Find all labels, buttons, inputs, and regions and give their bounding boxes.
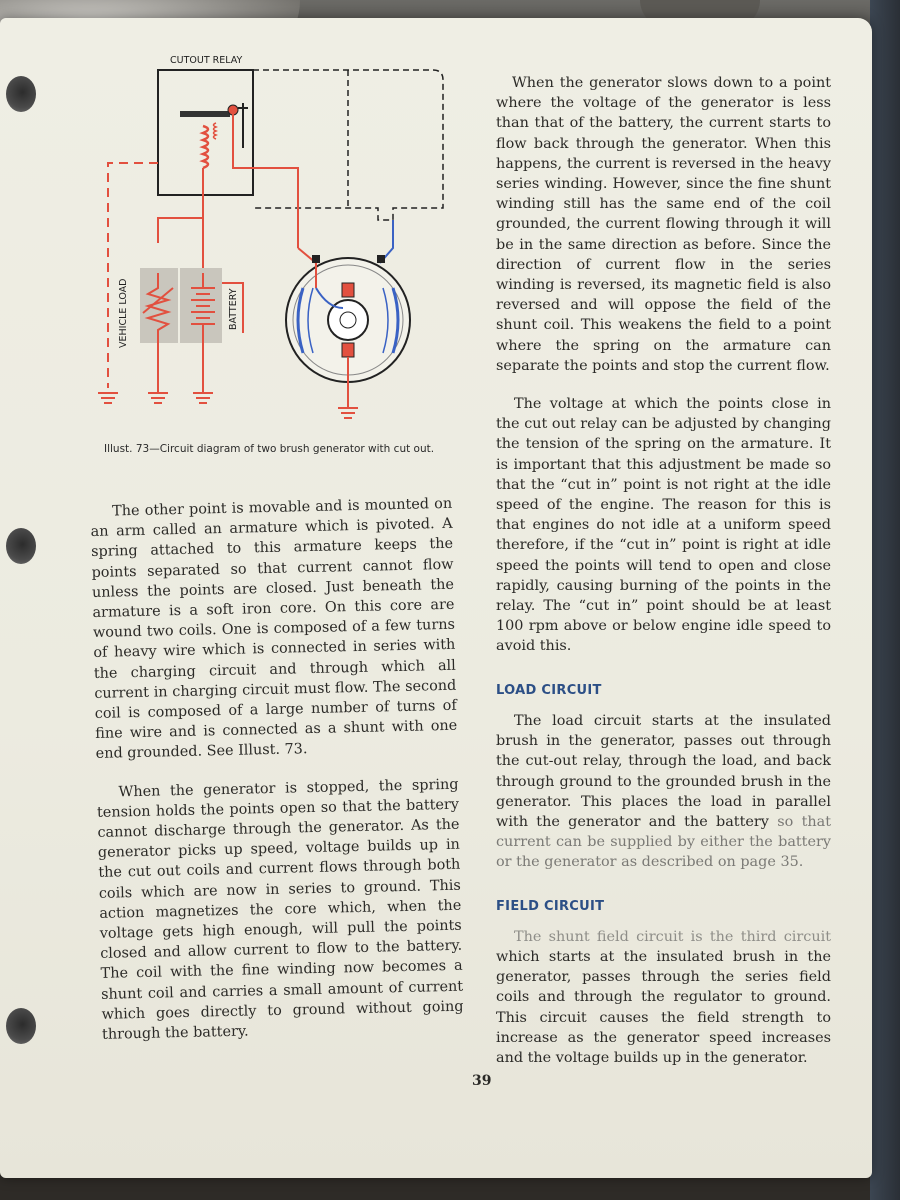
section-heading-load-circuit: LOAD CIRCUIT bbox=[496, 682, 602, 698]
section-heading-field-circuit: FIELD CIRCUIT bbox=[496, 898, 605, 914]
brush-top bbox=[342, 283, 354, 297]
paragraph: When the generator slows down to a point where the voltage of the generator is less than that of the battery, the current starts to flow back through the generator. When this happens, the current is reversed in the heavy series winding. However, since the fine shunt winding still has the same end of the coil grounded, the current flowing through it will be in the same direction as before. Since the direction of current flow in the series winding is reversed, its magnetic field is also reversed and will oppose the field of the shunt coil. This weakens the field to a point where the spring on the armature can separate the points and stop the current flow. bbox=[496, 75, 831, 374]
load-text-a: The load circuit starts at the insulated brush in the generator, passes out through the cut-out relay, through the load, and back through ground to the grounded brush in the generator. This places the load in parallel with the generator and the battery bbox=[496, 712, 831, 830]
battery-label: BATTERY bbox=[228, 288, 239, 330]
paragraph: When the generator is stopped, the spring tension holds the points open so that the battery cannot discharge through the generator. As the generator picks up speed, voltage builds up in the cut out coils and current flows through both coils which are now in series to ground. This action magnetizes the core which, when the voltage gets high enough, will pull the points closed and allow current to flow to the battery. The coil with the fine winding now becomes a shunt coil and carries a small amount of current which goes directly to ground without going through the battery. bbox=[96, 776, 464, 1043]
desk-edge bbox=[870, 0, 900, 1200]
cutout-relay-label: CUTOUT RELAY bbox=[170, 55, 243, 66]
circuit-diagram bbox=[88, 48, 468, 438]
right-column bbox=[496, 73, 831, 1068]
paragraph: The voltage at which the points close in the cut out relay can be adjusted by changing the tension of the spring on the armature. It is important that this adjustment be made so that the “cut in” point is not right at the idle speed of the engine. The reason for this is that engines do not idle at a uniform speed therefore, if the “cut in” point is right at idle speed the points will tend to open and close rapidly, causing burning of the points in the relay. The “cut in” point should be at least 100 rpm above or below engine idle speed to avoid this. bbox=[496, 396, 831, 655]
binder-hole-middle bbox=[6, 528, 36, 564]
page-number: 39 bbox=[472, 1073, 492, 1089]
series-coil bbox=[203, 126, 208, 168]
figure-caption: Illust. 73—Circuit diagram of two brush generator with cut out. bbox=[104, 443, 435, 455]
left-column bbox=[90, 494, 464, 1045]
armature bbox=[180, 111, 230, 117]
paragraph bbox=[496, 927, 831, 1068]
paragraph: The other point is movable and is mounted on an arm called an armature which is pivoted. A spring attached to this armature keeps the points separated so that current cannot flow unless the points are closed. Just beneath the armature is a soft iron core. On this core are wound two coils. One is composed of a few turns of heavy wire which is connected in series with the charging circuit and through which all current in charging circuit must flow. The second coil is composed of a large number of turns of fine wire and is connected as a shunt with one end grounded. See Illust. 73. bbox=[90, 495, 458, 763]
binder-hole-bottom bbox=[6, 1008, 36, 1044]
paragraph bbox=[496, 711, 831, 873]
load-text-b: so that current can be supplied by either the battery or the generator as described on page 35. bbox=[496, 813, 831, 871]
field-text-a: The shunt field circuit is the third circuit bbox=[514, 928, 831, 945]
vehicle-load-label: VEHICLE LOAD bbox=[118, 278, 129, 348]
field-text-b: which starts at the insulated brush in the generator, passes through the series field coils and through the regulator to ground. This circuit causes the field strength to increase as the generator speed increases and the voltage builds up in the generator. bbox=[496, 948, 831, 1066]
binder-hole-top bbox=[6, 76, 36, 112]
book-page bbox=[0, 18, 872, 1178]
ground-symbols bbox=[98, 393, 358, 418]
brush-bottom bbox=[342, 343, 354, 357]
